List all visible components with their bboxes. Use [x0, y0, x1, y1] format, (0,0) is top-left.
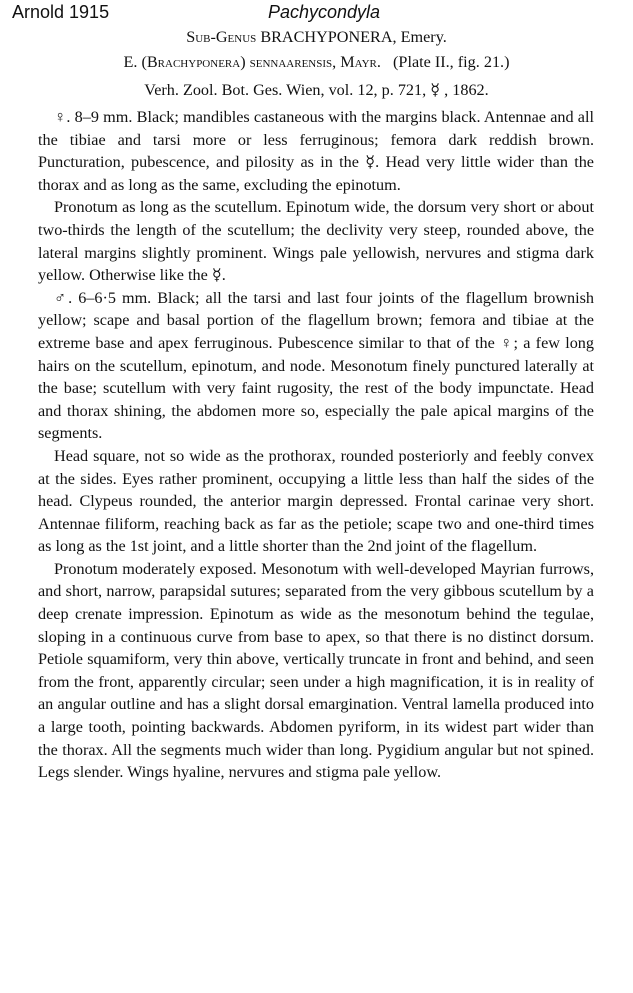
genus-label: Pachycondyla — [268, 2, 381, 22]
subgenus-heading — [0, 28, 633, 47]
author-year-label: Arnold 1915 — [12, 2, 110, 22]
subgenus-prefix: Sub-Genus — [186, 28, 257, 46]
citation-line: Verh. Zool. Bot. Ges. Wien, vol. 12, p. 721, ☿ , 1862. — [144, 81, 489, 99]
paragraph-female: ♀. 8–9 mm. Black; mandibles castaneous with the margins black. Antennae and all the tibiae and tarsi more or less ferruginous; femora dark reddish brown. Puncturation, pubescence, and pilosity as in the ☿. Head very little wider than the thorax and as long as the same, excluding the epinotum. — [38, 108, 594, 194]
paragraph-female-thorax: Pronotum as long as the scutellum. Epinotum wide, the dorsum very short or about two-thirds the length of the scutellum; the declivity very steep, rounded above, the lateral margins slightly prominent. Wings pale yellowish, nervures and stigma dark yellow. Otherwise like the ☿. — [38, 198, 594, 285]
description-body — [38, 106, 594, 784]
plate-reference: (Plate II., fig. 21.) — [393, 53, 510, 71]
species-heading — [0, 53, 633, 72]
species-name: E. (Brachyponera) sennaarensis, Mayr. — [123, 53, 381, 71]
paragraph-male-head: Head square, not so wide as the prothorax, rounded posteriorly and feebly convex at the sides. Eyes rather prominent, occupying a little less than half the sides of the head. Clypeus rounded, the anterior margin depressed. Frontal carinae very short. Antennae filiform, reaching back as far as the petiole; scape two and one-third times as long as the 1st joint, and a little shorter than the 2nd joint of the flagellum. — [38, 446, 594, 556]
subgenus-name: BRACHYPONERA, Emery. — [260, 28, 447, 46]
paragraph-male: ♂. 6–6·5 mm. Black; all the tarsi and last four joints of the flagellum brownish yellow; scape and basal portion of the flagellum brown; femora and tibiae at the extreme base and apex ferruginous. Pubescence similar to that of the ♀; a few long hairs on the scutellum, epinotum, and node. Mesonotum finely punctured laterally at the base; scutellum with very faint rugosity, the rest of the body impunctate. Head and thorax shining, the abdomen more so, especially the pale apical margins of the segments. — [38, 288, 594, 443]
paragraph-male-thorax: Pronotum moderately exposed. Mesonotum with well-developed Mayrian furrows, and short, narrow, parapsidal sutures; separated from the very gibbous scutellum by a deep crenate impression. Epinotum as wide as the mesonotum behind the tegulae, sloping in a continuous curve from base to apex, so that there is no distinct dorsum. Petiole squamiform, very thin above, vertically truncate in front and behind, and seen from the front, apparently circular; seen under a high magnification, it is in reality of an angular outline and has a slight dorsal emargination. Ventral lamella produced into a large tooth, pointing backwards. Abdomen pyriform, in its widest part wider than the thorax. All the segments much wider than long. Pygidium angular but not spined. Legs slender. Wings hyaline, nervures and stigma pale yellow. — [38, 559, 594, 782]
